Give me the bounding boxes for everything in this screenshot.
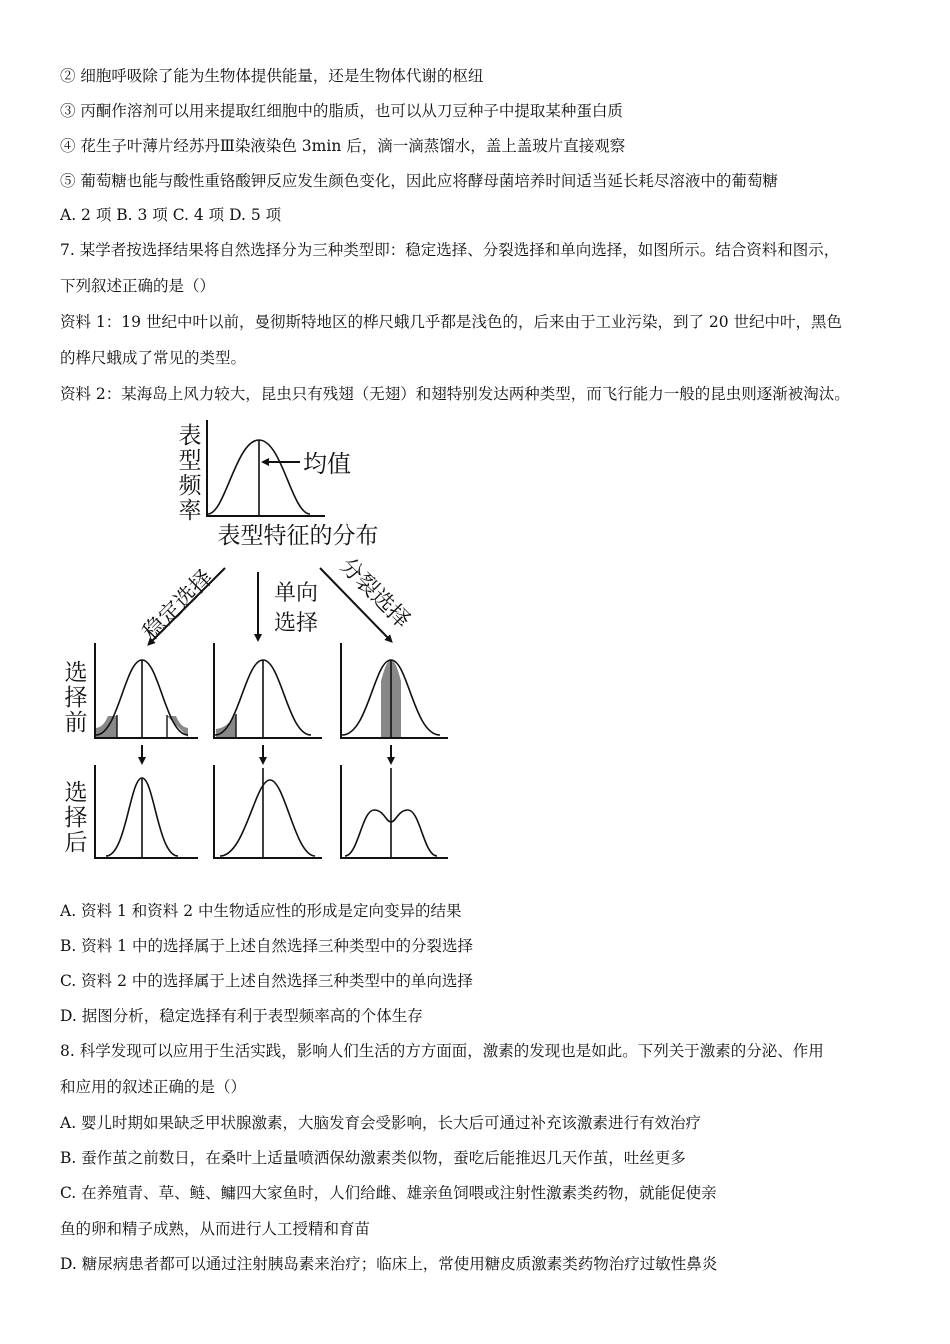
q7-stem-line2: 下列叙述正确的是（）: [60, 277, 216, 295]
panel-disruptive-after: [341, 765, 448, 858]
after-label-char: 后: [64, 830, 88, 856]
q7-option-c: C. 资料 2 中的选择属于上述自然选择三种类型中的单向选择: [60, 972, 473, 990]
q8-option-b: B. 蚕作茧之前数日，在桑叶上适量喷洒保幼激素类似物，蚕吃后能推迟几天作茧，吐丝更多: [60, 1149, 686, 1167]
q8-option-a: A. 婴儿时期如果缺乏甲状腺激素，大脑发育会受影响，长大后可通过补充该激素进行有效治疗: [60, 1114, 702, 1132]
q8-stem-line2: 和应用的叙述正确的是（）: [60, 1078, 247, 1096]
before-label-char: 选: [64, 660, 88, 686]
before-label-char: 前: [64, 710, 88, 736]
label-directional: 选择: [273, 611, 319, 636]
y-label-char: 型: [178, 448, 202, 474]
label-disruptive: 分裂选择: [334, 553, 415, 634]
q7-option-d: D. 据图分析，稳定选择有利于表型频率高的个体生存: [60, 1007, 423, 1025]
panel-stabilizing-after: [95, 765, 198, 858]
q8-stem-line1: 8. 科学发现可以应用于生活实践，影响人们生活的方方面面，激素的发现也是如此。下列关于激素的分泌、作用: [60, 1042, 824, 1060]
panel-stabilizing-before: [95, 643, 198, 738]
q8-option-c-line1: C. 在养殖青、草、鲢、鳙四大家鱼时，人们给雌、雄亲鱼饲喂或注射性激素类药物，就能促使亲: [60, 1184, 717, 1202]
before-label-char: 择: [64, 685, 88, 711]
selection-figure: [55, 410, 475, 870]
q8-option-d: D. 糖尿病患者都可以通过注射胰岛素来治疗；临床上，常使用糖皮质激素类药物治疗过敏性鼻炎: [60, 1255, 718, 1273]
q8-option-c-line2: 鱼的卵和精子成熟，从而进行人工授精和育苗: [60, 1220, 371, 1238]
label-stabilizing: 稳定选择: [138, 565, 219, 646]
after-label-char: 择: [64, 805, 88, 831]
panel-directional-after: [214, 765, 322, 858]
item-2: ② 细胞呼吸除了能为生物体提供能量，还是生物体代谢的枢纽: [60, 67, 484, 85]
q7-option-b: B. 资料 1 中的选择属于上述自然选择三种类型中的分裂选择: [60, 937, 473, 955]
panel-directional-before: [214, 643, 322, 738]
panel-disruptive-before: [341, 643, 448, 738]
item-4: ④ 花生子叶薄片经苏丹Ⅲ染液染色 3min 后，滴一滴蒸馏水，盖上盖玻片直接观察: [60, 137, 626, 155]
y-label-char: 率: [178, 498, 202, 524]
q7-stem-line1: 7. 某学者按选择结果将自然选择分为三种类型即：稳定选择、分裂选择和单向选择，如图所示。结合资料和图示，: [60, 241, 840, 259]
q7-material2: 资料 2：某海岛上风力较大，昆虫只有残翅（无翅）和翅特别发达两种类型，而飞行能力一般的昆虫则逐渐被淘汰。: [60, 385, 850, 403]
q7-material1-line1: 资料 1：19 世纪中叶以前，曼彻斯特地区的桦尺蛾几乎都是浅色的，后来由于工业污染，到了 20 世纪中叶，黑色: [60, 313, 843, 331]
item-5: ⑤ 葡萄糖也能与酸性重铬酸钾反应发生颜色变化，因此应将酵母菌培养时间适当延长耗尽溶液中的葡萄糖: [60, 172, 778, 190]
q7-option-a: A. 资料 1 和资料 2 中生物适应性的形成是定向变异的结果: [60, 902, 462, 920]
item-3: ③ 丙酮作溶剂可以用来提取红细胞中的脂质，也可以从刀豆种子中提取某种蛋白质: [60, 102, 623, 120]
x-title: 表型特征的分布: [217, 523, 379, 549]
label-directional: 单向: [273, 581, 319, 606]
y-label-char: 表: [178, 423, 202, 449]
y-label-char: 频: [178, 473, 202, 499]
mean-label: 均值: [303, 450, 351, 478]
q7-material1-line2: 的桦尺蛾成了常见的类型。: [60, 349, 247, 367]
q6-options: A. 2 项 B. 3 项 C. 4 项 D. 5 项: [60, 206, 282, 224]
after-label-char: 选: [64, 780, 88, 806]
